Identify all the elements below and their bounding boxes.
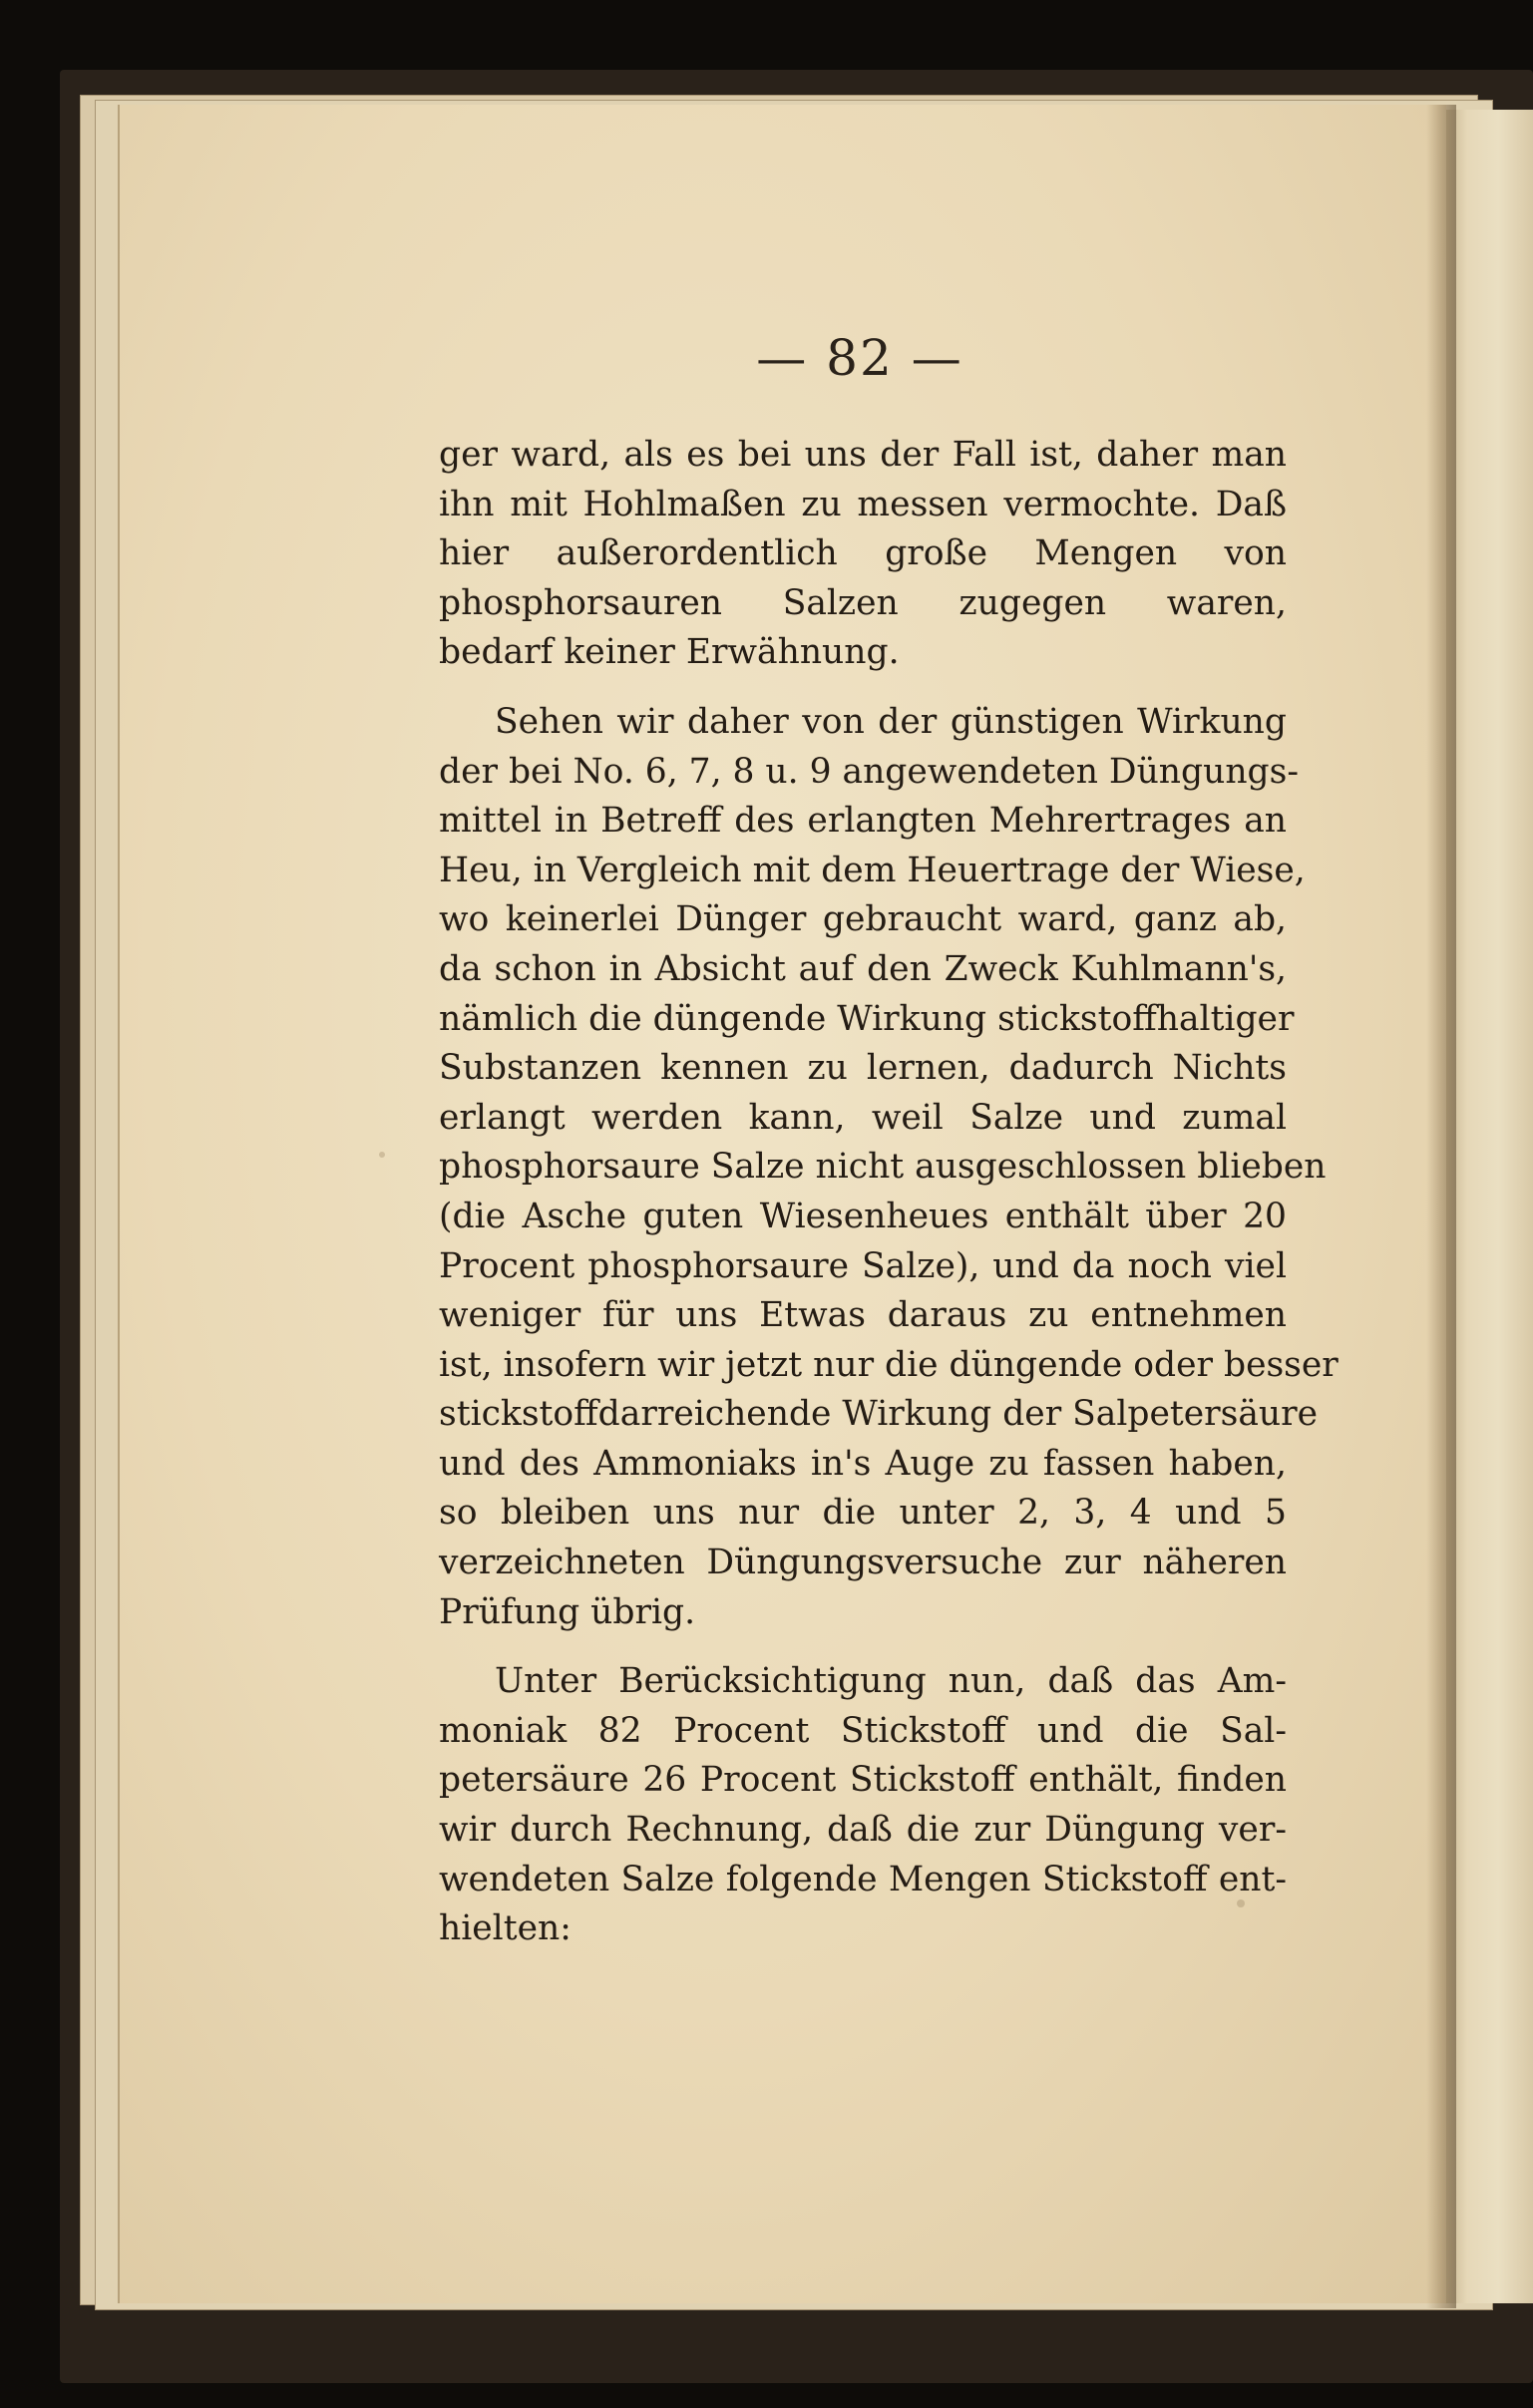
text-line: weniger für uns Etwas daraus zu entnehmen xyxy=(439,1295,1287,1336)
text-line: verzeichneten Düngungsversuche zur näheren xyxy=(439,1543,1287,1583)
text-line: moniak 82 Procent Stickstoff und die Sal- xyxy=(439,1710,1287,1751)
text-line: so bleiben uns nur die unter 2, 3, 4 und 5 xyxy=(439,1493,1287,1534)
text-line: phosphorsaure Salze nicht ausgeschlossen blieben xyxy=(439,1147,1327,1188)
text-line: Prüfung übrig. xyxy=(439,1591,696,1632)
text-line: phosphorsauren Salzen zugegen waren, xyxy=(439,582,1287,623)
text-line: Sehen wir daher von der günstigen Wirkung xyxy=(495,701,1287,742)
text-line: wendeten Salze folgende Mengen Stickstoff ent- xyxy=(439,1859,1287,1899)
text-line: stickstoffdarreichende Wirkung der Salpetersäure xyxy=(439,1394,1319,1435)
text-line: nämlich die düngende Wirkung stickstoffhaltiger xyxy=(439,998,1295,1039)
paragraph-2 xyxy=(439,698,1339,1637)
text-line: wo keinerlei Dünger gebraucht ward, ganz ab, xyxy=(439,899,1287,940)
text-line: bedarf keiner Erwähnung. xyxy=(439,632,900,673)
text-line: erlangt werden kann, weil Salze und zumal xyxy=(439,1097,1287,1138)
text-line: Unter Berücksichtigung nun, daß das Am- xyxy=(495,1661,1287,1702)
paper-spot xyxy=(379,1152,385,1158)
text-line: hielten: xyxy=(439,1908,572,1949)
text-line: ihn mit Hohlmaßen zu messen vermochte. Daß xyxy=(439,484,1287,524)
page-body-text xyxy=(439,431,1339,1974)
text-line: ist, insofern wir jetzt nur die düngende oder besser xyxy=(439,1344,1339,1385)
text-line: ger ward, als es bei uns der Fall ist, daher man xyxy=(439,435,1287,475)
page-gutter xyxy=(1426,105,1456,2308)
text-line: (die Asche guten Wiesenheues enthält über 20 xyxy=(439,1196,1287,1236)
paragraph-3 xyxy=(439,1657,1287,1954)
text-line: da schon in Absicht auf den Zweck Kuhlmann's, xyxy=(439,948,1287,989)
text-line: Procent phosphorsaure Salze), und da noch viel xyxy=(439,1245,1287,1286)
paragraph-1 xyxy=(439,431,1287,678)
text-line: der bei No. 6, 7, 8 u. 9 angewendeten Düngungs- xyxy=(439,751,1299,792)
text-line: und des Ammoniaks in's Auge zu fassen haben, xyxy=(439,1443,1287,1484)
text-line: petersäure 26 Procent Stickstoff enthält, finden xyxy=(439,1760,1287,1801)
facing-page-edge xyxy=(1444,110,1533,2303)
text-line: hier außerordentlich große Mengen von xyxy=(439,533,1287,574)
page-number: — 82 — xyxy=(756,329,963,387)
text-line: mittel in Betreff des erlangten Mehrertrages an xyxy=(439,801,1287,842)
text-line: wir durch Rechnung, daß die zur Düngung ver- xyxy=(439,1810,1287,1851)
text-line: Substanzen kennen zu lernen, dadurch Nichts xyxy=(439,1048,1287,1089)
text-line: Heu, in Vergleich mit dem Heuertrage der Wiese, xyxy=(439,850,1306,890)
